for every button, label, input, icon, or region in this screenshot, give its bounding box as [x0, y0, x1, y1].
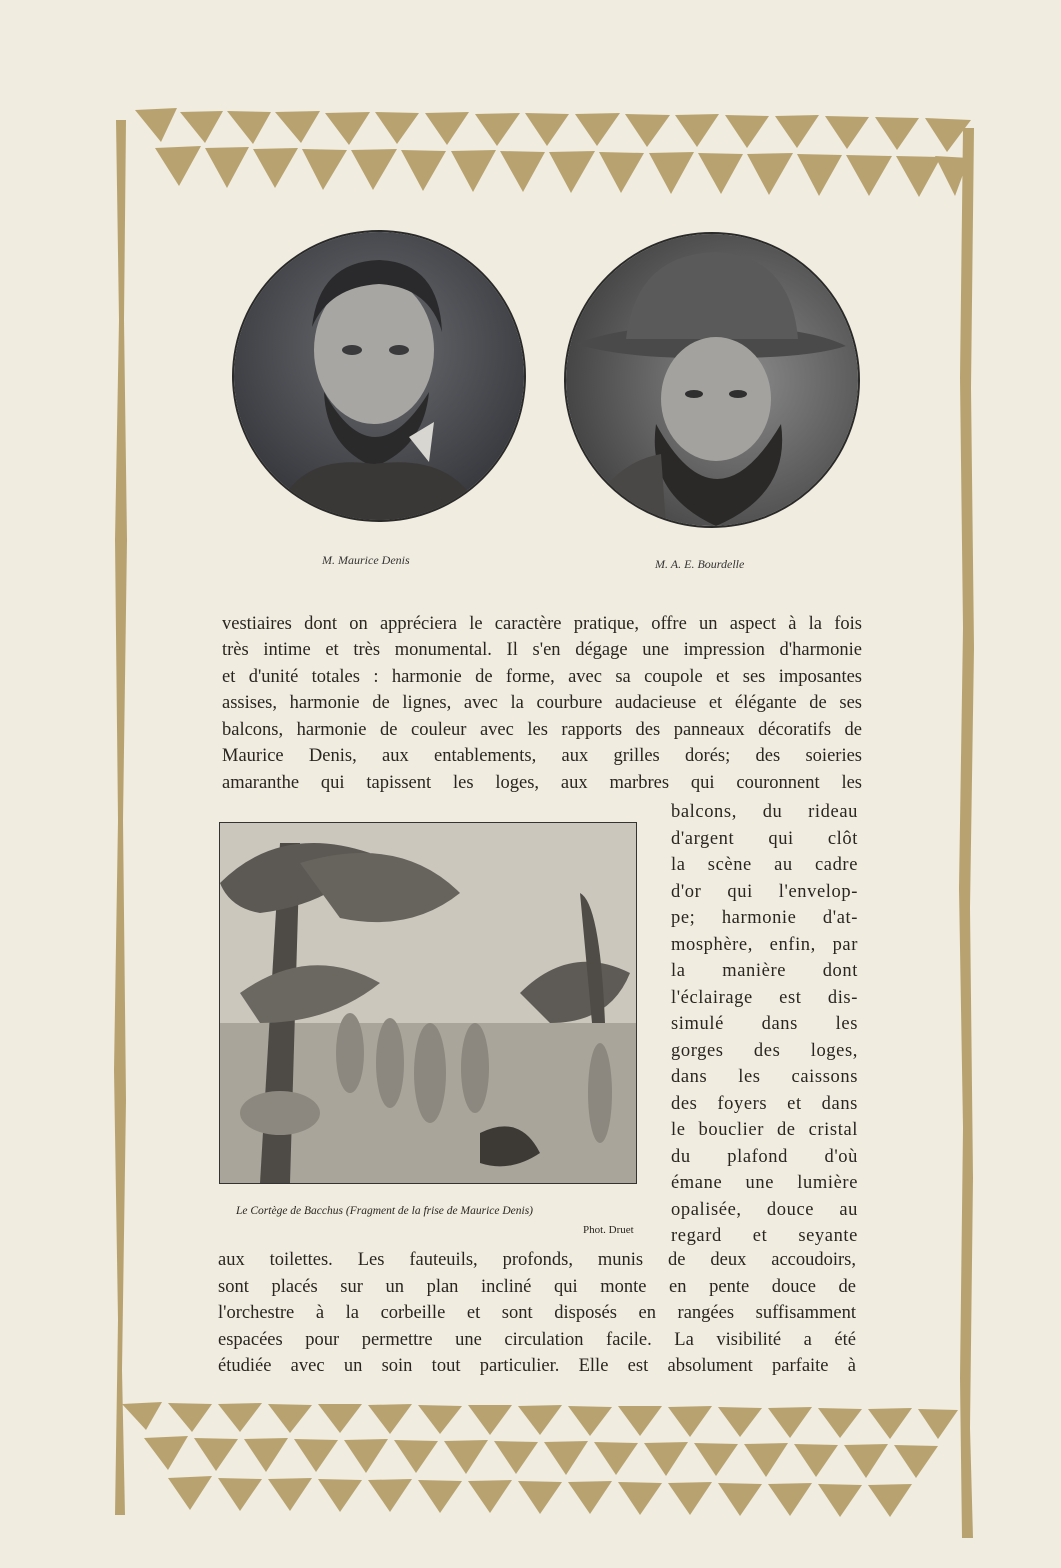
text-line: dans les caissons [671, 1067, 858, 1087]
illustration-image [220, 823, 636, 1183]
text-line: l'orchestre à la corbeille et sont disposés en rangées suffisamment [218, 1303, 856, 1323]
text-line: gorges des loges, [671, 1041, 858, 1061]
text-line: émane une lumière [671, 1173, 858, 1193]
text-line: espacées pour permettre une circulation facile. La visibilité a été [218, 1330, 856, 1350]
portrait-image [234, 232, 524, 520]
text-line: amaranthe qui tapissent les loges, aux marbres qui couronnent les [222, 773, 862, 793]
text-line: du plafond d'où [671, 1147, 858, 1167]
text-line: l'éclairage est dis- [671, 988, 858, 1008]
text-line: opalisée, douce au [671, 1200, 858, 1220]
ornament-band-top [135, 108, 975, 203]
photo-credit: Phot. Druet [583, 1224, 634, 1236]
portrait-image [566, 234, 858, 526]
text-line: regard et seyante [671, 1226, 858, 1246]
border-right-line [955, 128, 977, 1538]
text-line: simulé dans les [671, 1014, 858, 1034]
text-line: balcons, du rideau [671, 802, 858, 822]
text-line: et d'unité totales : harmonie de forme, avec sa coupole et ses imposantes [222, 667, 862, 687]
text-line: des foyers et dans [671, 1094, 858, 1114]
text-line: pe; harmonie d'at- [671, 908, 858, 928]
text-line: le bouclier de cristal [671, 1120, 858, 1140]
caption-portrait-left: M. Maurice Denis [322, 553, 410, 567]
portrait-maurice-denis [232, 230, 526, 522]
ornament-band-bottom [122, 1398, 962, 1518]
text-line: vestiaires dont on appréciera le caractère pratique, offre un aspect à la fois [222, 614, 862, 634]
text-line: mosphère, enfin, par [671, 935, 858, 955]
text-line: d'or qui l'envelop- [671, 882, 858, 902]
text-line: d'argent qui clôt [671, 829, 858, 849]
border-left-line [112, 120, 134, 1515]
caption-illustration: Le Cortège de Bacchus (Fragment de la frise de Maurice Denis) [236, 1205, 534, 1217]
text-line: très intime et très monumental. Il s'en dégage une impression d'harmonie [222, 640, 862, 660]
text-line: étudiée avec un soin tout particulier. Elle est absolument parfaite à [218, 1356, 856, 1376]
text-line: Maurice Denis, aux entablements, aux grilles dorés; des soieries [222, 746, 862, 766]
text-line: aux toilettes. Les fauteuils, profonds, munis de deux accoudoirs, [218, 1250, 856, 1270]
text-line: balcons, harmonie de couleur avec les rapports des panneaux décoratifs de [222, 720, 862, 740]
caption-portrait-right: M. A. E. Bourdelle [655, 557, 745, 571]
text-line: la manière dont [671, 961, 858, 981]
text-line: sont placés sur un plan incliné qui monte en pente douce de [218, 1277, 856, 1297]
text-line: la scène au cadre [671, 855, 858, 875]
portrait-bourdelle [564, 232, 860, 528]
illustration-cortege-de-bacchus [219, 822, 637, 1184]
text-line: assises, harmonie de lignes, avec la courbure audacieuse et élégante de ses [222, 693, 862, 713]
